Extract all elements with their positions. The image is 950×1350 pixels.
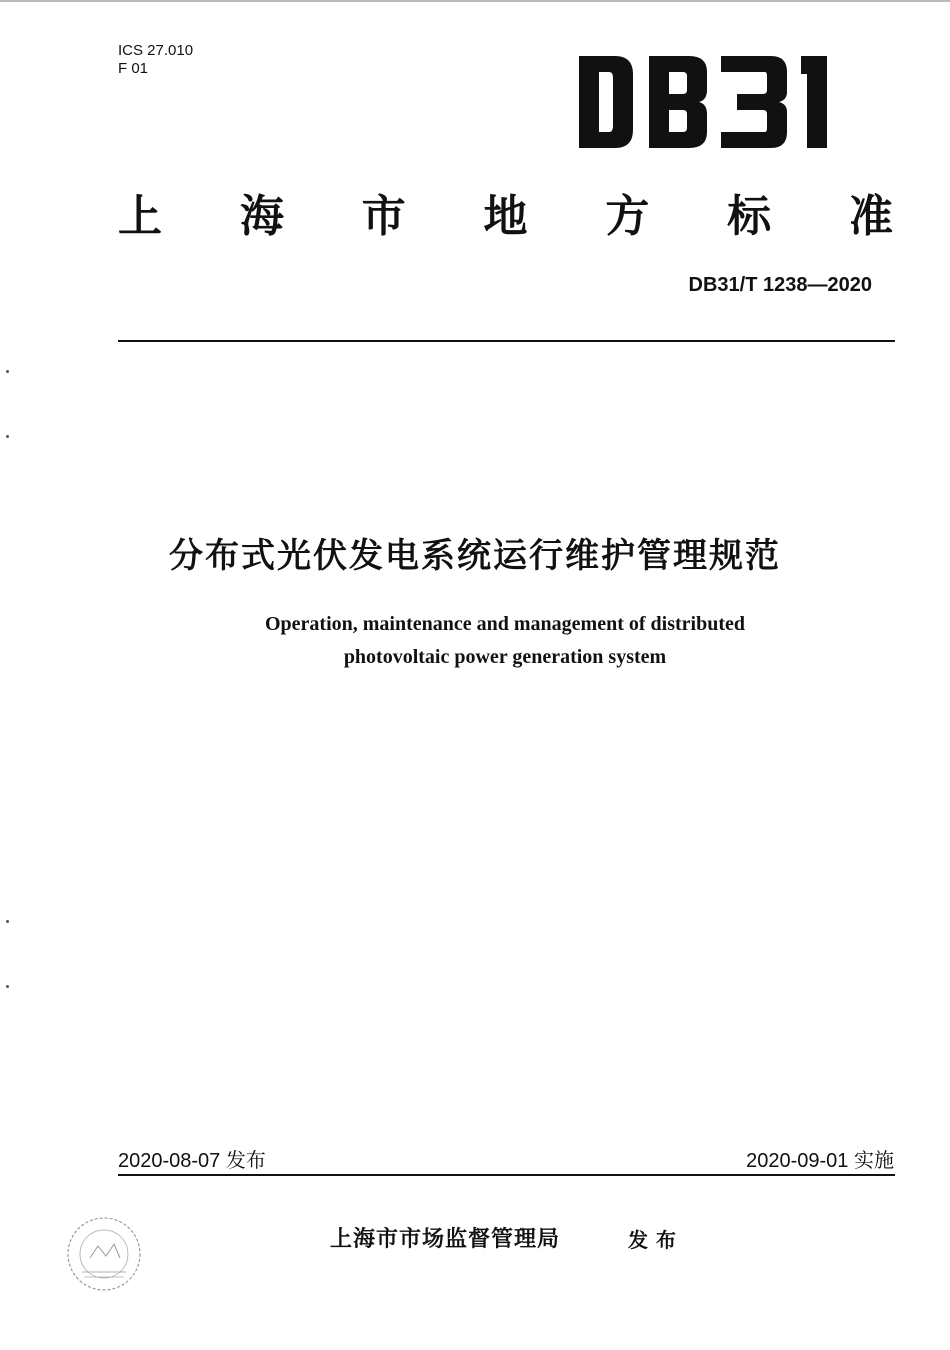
document-title-english <box>0 608 950 674</box>
ccs-code: F 01 <box>118 60 149 77</box>
scan-speck <box>6 920 9 923</box>
standard-type-char: 地 <box>483 191 528 242</box>
document-title-chinese: 分布式光伏发电系统运行维护管理规范 <box>169 536 781 576</box>
top-edge-rule <box>0 0 950 2</box>
scan-speck <box>6 435 9 438</box>
header-divider <box>118 340 895 342</box>
implement-date: 2020-09-01 实施 <box>746 1150 894 1172</box>
standard-type-char: 准 <box>848 191 893 242</box>
english-title-line: Operation, maintenance and management of distributed <box>265 613 745 635</box>
issue-label: 发布 <box>628 1228 684 1252</box>
db31-logo <box>575 52 847 152</box>
standard-number: DB31/T 1238—2020 <box>688 274 872 296</box>
standard-type-char: 方 <box>605 191 650 242</box>
standard-type-char: 上 <box>118 191 162 242</box>
standard-type-heading <box>118 180 893 244</box>
scan-speck <box>6 985 9 988</box>
standard-type-char: 市 <box>361 191 406 242</box>
english-title-line: photovoltaic power generation system <box>343 646 667 668</box>
issuing-authority: 上海市市场监督管理局 <box>330 1227 561 1252</box>
scan-speck <box>6 370 9 373</box>
standard-type-char: 标 <box>727 191 772 242</box>
classification-codes <box>118 42 193 78</box>
footer-divider <box>118 1174 895 1176</box>
standard-type-char: 海 <box>239 191 284 242</box>
publish-date: 2020-08-07 发布 <box>118 1150 266 1172</box>
seal-stamp <box>62 1212 146 1296</box>
ics-code: ICS 27.010 <box>118 42 194 59</box>
